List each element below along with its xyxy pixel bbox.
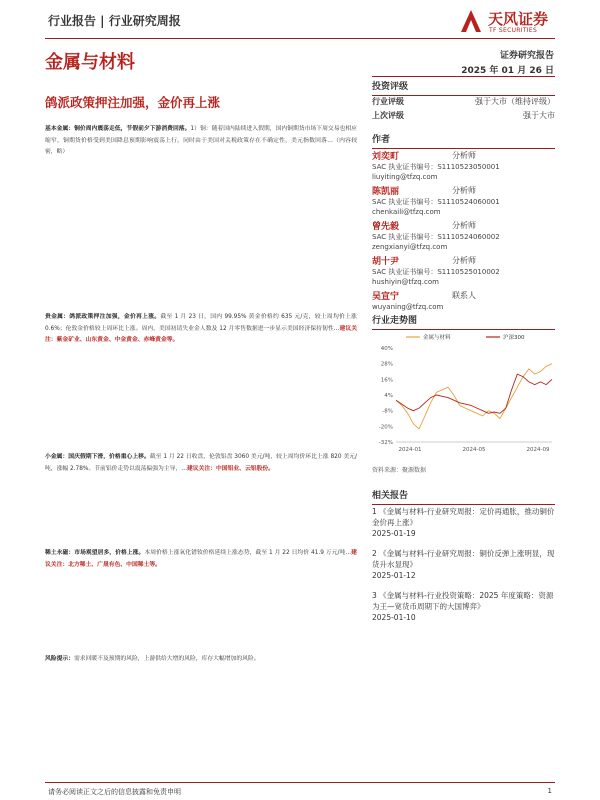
logo-mark-icon [458,8,484,34]
related-title: 相关报告 [372,491,409,501]
author-name: 吴宣宁 [372,292,400,302]
para-text: 截至 1 月 23 日，国内 99.95% 黄金价格约 635 元/克，较上周均价上涨 0.6%；伦敦金价格较上周环比上涨。周内，美国初请失业金人数及 12 月零售数据进一步显示美国经济保持韧性… [45,314,357,332]
related-report[interactable] [372,590,555,623]
paragraph-rare-earth [45,548,357,648]
author-cert: SAC 执业证书编号：S1110524060001 [372,198,500,206]
author-email[interactable]: liuyiting@tfzq.com [372,173,438,181]
y-tick-label: -20% [378,424,393,431]
logo-text-cn: 天风证券 [488,10,549,28]
header-divider [45,38,555,39]
related-report-title[interactable]: 3 《金属与材料-行业投资策略：2025 年度策略：资源为王—宽货币周期下的大国博弈》 [372,591,554,611]
related-report-date: 2025-01-12 [372,571,416,580]
report-headline: 鸽派政策押注加强，金价再上涨 [45,95,221,110]
y-tick-label: -8% [382,408,393,415]
para-lead: 风险提示： [45,656,74,662]
x-tick-label: 2024-01 [398,447,422,453]
y-tick-label: 28% [380,361,393,368]
para-lead: 基本金属：铜价周内震荡走低，节假前夕下游消费回落。 [45,126,191,132]
author-card [372,219,555,252]
chart-section [372,313,555,330]
para-text: 需求回暖不及预期的风险，上游供给大增的风险，库存大幅增加的风险。 [74,656,260,662]
rating-title: 投资评级 [372,82,409,92]
chart-source: 资料来源：聚源数据 [372,467,427,474]
para-text: 本周价格上涨氧化镨钕价格延续上涨态势，截至 1 月 22 日均价 41.9 万元/吨… [144,550,352,556]
series-line [396,374,552,413]
author-cert[interactable]: wuyaning@tfzq.com [372,303,444,311]
previous-rating [372,110,555,121]
paragraph-precious-metals [45,312,357,452]
previous-rating-value: 强于大市 [523,111,555,120]
author-cert: SAC 执业证书编号：S1110524060002 [372,233,500,241]
author-email[interactable]: zengxianyi@tfzq.com [372,243,448,251]
x-tick-label: 2024-09 [526,447,550,453]
trend-chart-svg [372,330,555,462]
related-report-title[interactable]: 2 《金属与材料-行业研究周报：铜价反弹上涨明显，现货升水显现》 [372,549,555,569]
para-text: 截至 1 月 22 日收盘，伦敦铝盘 3060 美元/吨，较上周均价环比上涨 820 美元/吨，涨幅 2.78%。节前铝价走势以震荡偏强为主导，… [45,454,357,472]
brand-logo [458,6,562,38]
chart-title: 行业走势图 [372,316,418,326]
related-report-date: 2025-01-19 [372,529,416,538]
x-tick-label: 2024-05 [462,447,486,453]
author-card [372,149,555,182]
industry-rating-label: 行业评级 [372,97,404,106]
industry-rating [372,96,555,107]
previous-rating-label: 上次评级 [372,111,404,120]
y-tick-label: 40% [380,346,393,352]
author-role: 分析师 [452,151,476,160]
date-divider [372,76,555,77]
section-divider [372,504,555,505]
footer-divider [45,782,555,783]
disclaimer-text: 请务必阅读正文之后的信息披露和免责申明 [48,788,181,796]
y-tick-label: -32% [378,440,393,446]
y-tick-label: 4% [384,393,393,399]
industry-trend-chart [372,330,555,453]
para-lead: 稀土永磁：市场观望居多，价格上涨。 [45,550,145,556]
report-date: 2025 年 01 月 26 日 [461,66,554,76]
author-name: 陈凯丽 [372,187,400,197]
authors-title: 作者 [372,135,391,145]
para-lead: 贵金属：鸽派政策押注加强，金价再上涨。 [45,314,161,320]
paragraph-base-metals [45,124,357,304]
author-email[interactable]: chenkaili@tfzq.com [372,208,441,216]
author-name: 刘奕町 [372,152,400,162]
related-report-title[interactable]: 1 《金属与材料-行业研究周报：定价再通胀，推动铜价金价再上涨》 [372,507,555,527]
para-recommend: 建议关注：北方稀土、广晟有色、中国稀土等。 [45,550,357,568]
paragraph-risk [45,654,357,678]
series-line [396,364,552,429]
author-card [372,184,555,217]
logo-text-en: TF SECURITIES [489,27,538,34]
para-recommend: 建议关注：紫金矿业、山东黄金、中金黄金、赤峰黄金等。 [45,325,357,343]
author-card [372,254,555,287]
report-category: 行业报告 | 行业研究周报 [48,14,181,28]
legend-label: 金属与材料 [423,335,451,341]
para-lead: 小金属：国庆假期下滑，价格重心上移。 [45,454,150,460]
author-role: 分析师 [452,256,476,265]
author-name: 胡十尹 [372,257,400,267]
legend-label: 沪深300 [503,335,525,341]
rating-section [372,79,555,96]
author-cert: SAC 执业证书编号：S1110523050001 [372,163,500,171]
page-title: 金属与材料 [45,52,135,73]
para-recommend: 建议关注：中国铝业、云铝股份。 [187,465,274,472]
related-report-date: 2025-01-10 [372,613,416,622]
report-type: 证券研究报告 [499,51,554,61]
author-email[interactable]: hushiyin@tfzq.com [372,278,439,286]
related-report[interactable] [372,506,555,539]
page-number: 1 [547,787,552,795]
related-section [372,488,555,505]
related-report[interactable] [372,548,555,581]
paragraph-minor-metals [45,452,357,542]
author-name: 曾先毅 [372,222,400,232]
author-role: 联系人 [452,291,476,300]
y-tick-label: 16% [380,377,393,384]
author-role: 分析师 [452,221,476,230]
authors-section [372,132,555,149]
para-text: 1）铜：随着国内陆续进入假期，国内铜期货市场下周交易也相应缩窄，铜期货价格受到美国降息预期影响震荡上行，同时由于美国对关税政策存在不确定性，美元指数回落…（内容较密，略） [45,126,357,155]
author-card [372,289,555,312]
industry-rating-value: 强于大市（维持评级） [475,97,555,106]
author-cert: SAC 执业证书编号：S1110525010002 [372,268,500,276]
author-role: 分析师 [452,186,476,195]
